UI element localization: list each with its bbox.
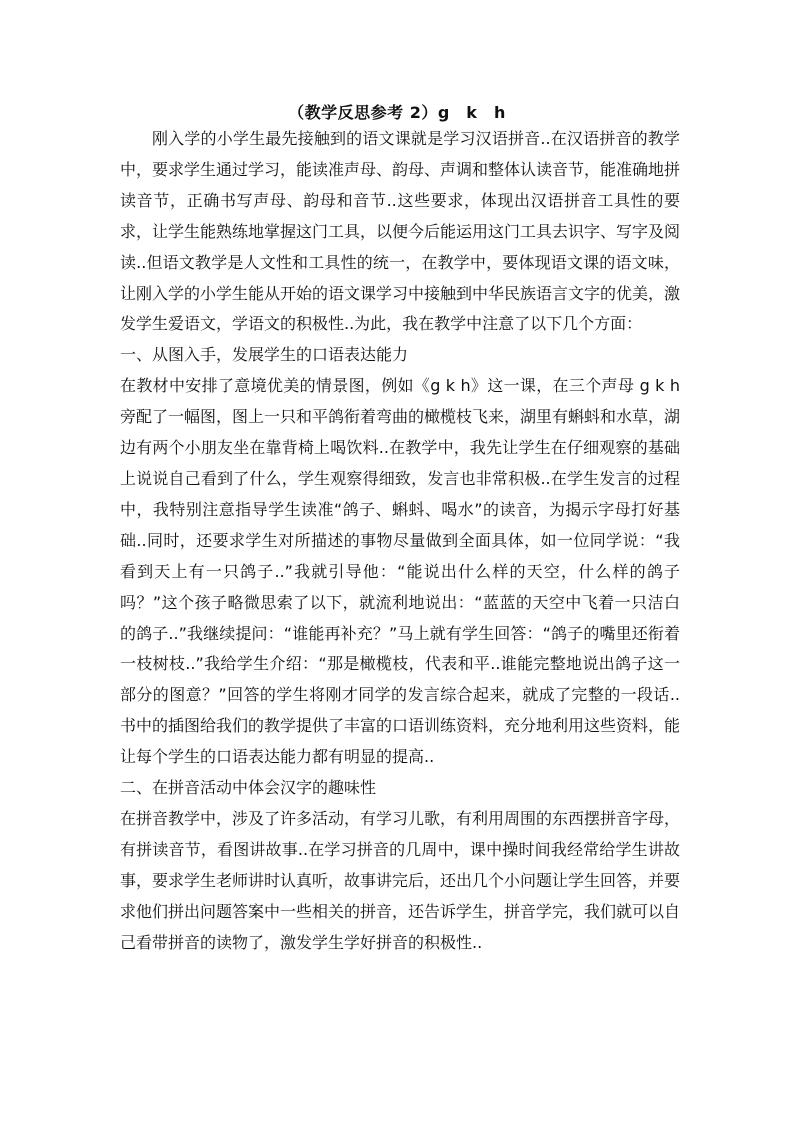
section-1-paragraph: 在教材中安排了意境优美的情景图，例如《g k h》这一课，在三个声母 g k h 旁配了一幅图，图上一只和平鸽衔着弯曲的橄榄枝飞来，湖里有蝌蚪和水草，湖边有两个小朋友坐在靠背椅上喝饮料..在教学中，我先让学生在仔细观察的基础上说说自己看到了什么，学生观察得细致，发言也非常积极..在学生发言的过程中，我特别注意指导学生读准“鸽子、蝌蚪、喝水”的读音，为揭示字母打好基础..同时，还要求学生对所描述的事物尽量做到全面具体，如一位同学说：“我看到天上有一只鸽子..”我就引导他：“能说出什么样的天空，什么样的鸽子吗？”这个孩子略微思索了以下，就流利地说出：“蓝蓝的天空中飞着一只洁白的鸽子..”我继续提问：“谁能再补充？”马上就有学生回答：“鸽子的嘴里还衔着一枝树枝..”我给学生介绍：“那是橄榄枝，代表和平..谁能完整地说出鸽子这一部分的图意？”回答的学生将刚才同学的发言综合起来，就成了完整的一段话..书中的插图给我们的教学提供了丰富的口语训练资料，充分地利用这些资料，能让每个学生的口语表达能力都有明显的提高.. <box>120 376 681 767</box>
document-title: （教学反思参考 2）g k h <box>288 103 506 122</box>
section-2-heading: 二、在拼音活动中体会汉字的趣味性 <box>120 778 377 798</box>
document-body <box>120 124 680 958</box>
section-1-heading: 一、从图入手，发展学生的口语表达能力 <box>120 345 409 365</box>
section-2-paragraph: 在拼音教学中，涉及了许多活动，有学习儿歌，有利用周围的东西摆拼音字母，有拼读音节，看图讲故事..在学习拼音的几周中，课中操时间我经常给学生讲故事，要求学生老师讲时认真听，故事讲完后，还出几个小问题让学生回答，并要求他们拼出问题答案中一些相关的拼音，还告诉学生，拼音学完，我们就可以自己看带拼音的读物了，激发学生学好拼音的积极性.. <box>120 808 681 952</box>
intro-paragraph: 刚入学的小学生最先接触到的语文课就是学习汉语拼音..在汉语拼音的教学中，要求学生通过学习，能读准声母、韵母、声调和整体认读音节，能准确地拼读音节，正确书写声母、韵母和音节..这些要求，体现出汉语拼音工具性的要求，让学生能熟练地掌握这门工具，以便今后能运用这门工具去识字、写字及阅读..但语文教学是人文性和工具性的统一，在教学中，要体现语文课的语文味，让刚入学的小学生能从开始的语文课学习中接触到中华民族语言文字的优美，激发学生爱语文，学语文的积极性..为此，我在教学中注意了以下几个方面： <box>120 129 681 334</box>
